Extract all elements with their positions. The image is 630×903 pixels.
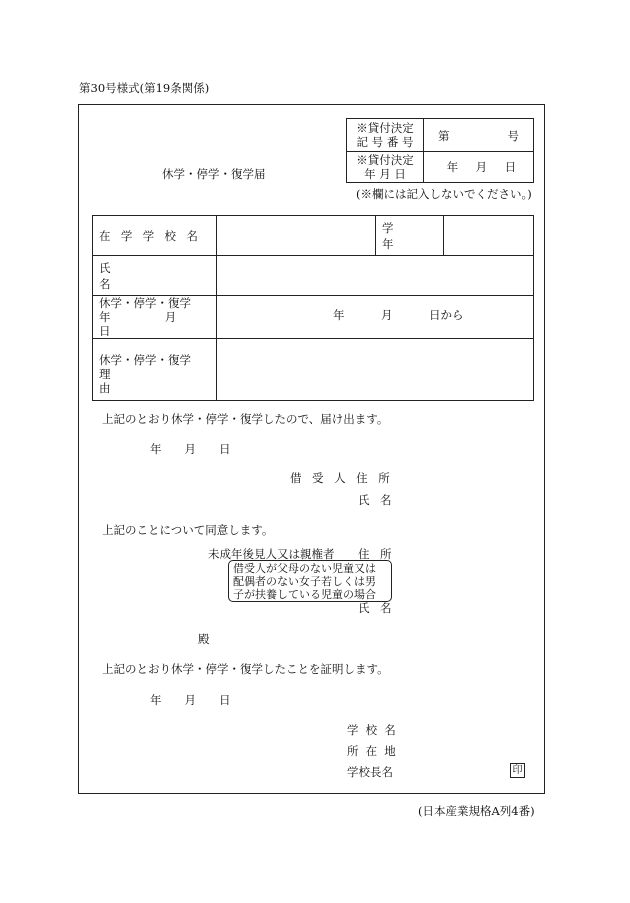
guardian-note-line-3: 子が扶養している児童の場合 [233, 588, 376, 601]
office-note: (※欄には記入しないでください。) [356, 187, 532, 201]
guardian-name-label: 氏 名 [358, 601, 396, 615]
loan-date-field[interactable]: 年 月 日 [424, 152, 534, 183]
form-frame [78, 104, 545, 794]
guardian-note-line-2: 配偶者のない女子若しくは男 [233, 575, 376, 588]
school-name-signature-label: 学 校 名 [347, 723, 398, 737]
date-label: 休学・停学・復学 年 月 日 [93, 296, 217, 339]
guardian-address-label: 住 所 [358, 547, 396, 561]
name-label: 氏 名 [93, 256, 217, 296]
borrower-address-label: 借 受 人 住 所 [290, 471, 394, 485]
seal-mark: 印 [510, 763, 525, 778]
addressee-label: 殿 [198, 632, 210, 646]
declaration-date: 年 月 日 [150, 442, 231, 456]
guardian-note-line-1: 借受人が父母のない児童又は [233, 562, 376, 575]
school-name-label: 在学学校名 [93, 216, 217, 256]
grade-field[interactable] [444, 216, 534, 256]
date-field[interactable]: 年 月 日から [217, 296, 534, 339]
loan-number-field[interactable]: 第 号 [424, 119, 534, 152]
school-name-field[interactable] [217, 216, 376, 256]
school-address-label: 所 在 地 [347, 744, 398, 758]
grade-label: 学 年 [376, 216, 444, 256]
document-title: 休学・停学・復学届 [162, 167, 266, 181]
reason-label: 休学・停学・復学 理 由 [93, 339, 217, 401]
declaration-text: 上記のとおり休学・停学・復学したので、届け出ます。 [102, 412, 389, 426]
loan-date-label: ※貸付決定 年 月 日 [347, 152, 424, 183]
office-use-box [346, 118, 534, 183]
certify-text: 上記のとおり休学・停学・復学したことを証明します。 [102, 662, 389, 676]
borrower-name-label: 氏 名 [358, 493, 396, 507]
principal-name-label: 学校長名 [347, 765, 393, 779]
application-table [92, 215, 534, 401]
footer-note: (日本産業規格A列4番) [418, 804, 535, 818]
form-number: 第30号様式(第19条関係) [79, 81, 210, 95]
guardian-label: 未成年後見人又は親権者 [208, 547, 335, 561]
name-field[interactable] [217, 256, 534, 296]
reason-field[interactable] [217, 339, 534, 401]
certify-date: 年 月 日 [150, 693, 231, 707]
loan-number-label: ※貸付決定 記 号 番 号 [347, 119, 424, 152]
consent-text: 上記のことについて同意します。 [102, 523, 274, 537]
